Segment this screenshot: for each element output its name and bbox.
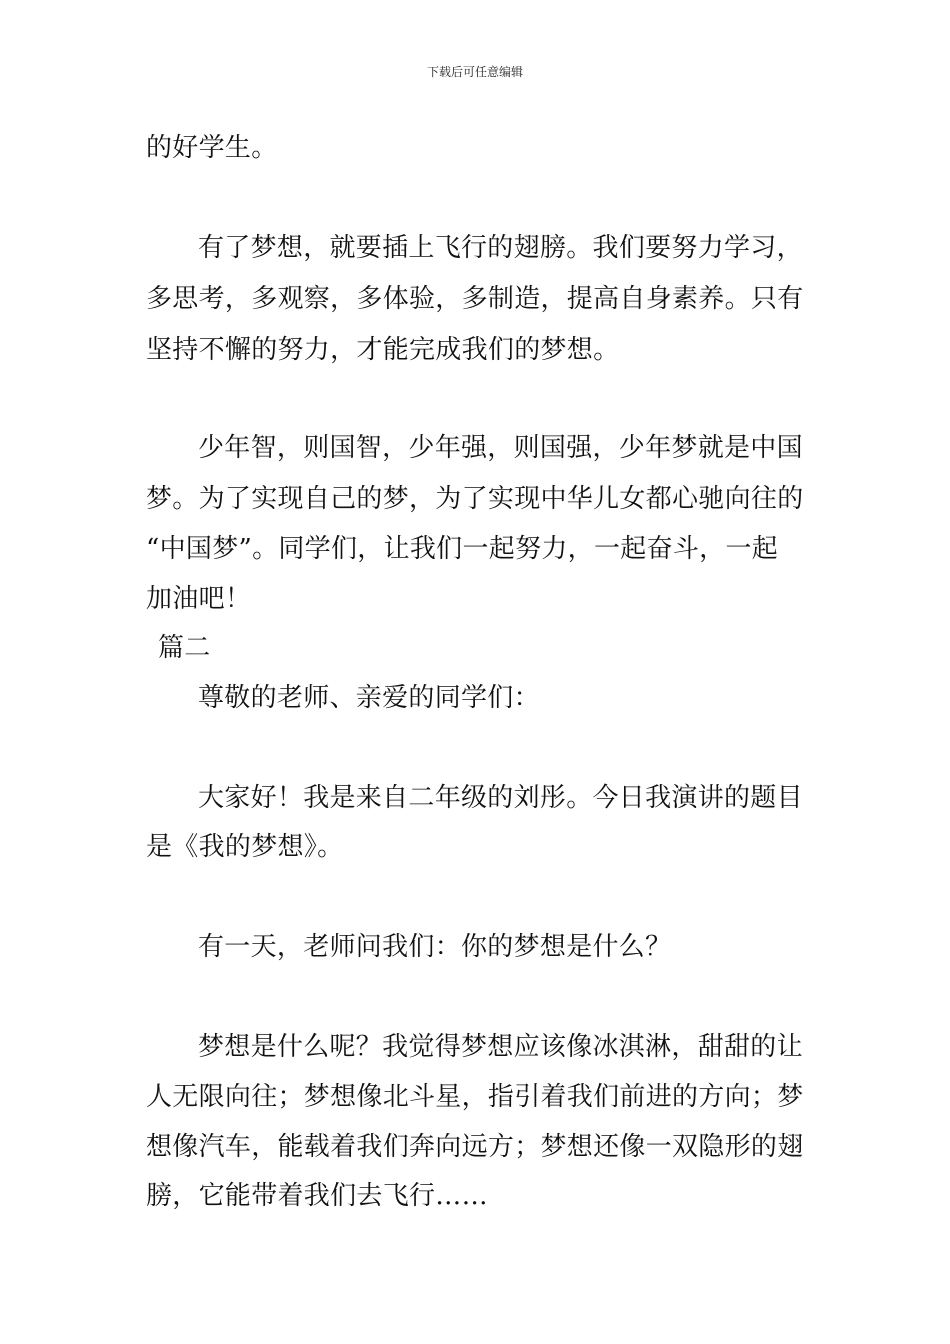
text-line: 想像汽车，能载着我们奔向远方；梦想还像一双隐形的翅 [146,1132,804,1162]
section-heading: 篇二 [158,633,211,663]
text-line: 的好学生。 [146,133,278,163]
paragraph-first-line: 梦想是什么呢？我觉得梦想应该像冰淇淋，甜甜的让 [198,1032,803,1062]
salutation: 尊敬的老师、亲爱的同学们： [198,683,540,713]
text-line: 加油吧！ [146,584,252,614]
text-line: 膀，它能带着我们去飞行…… [146,1181,488,1211]
page-header: 下载后可任意编辑 [426,65,523,79]
text-line: “中国梦”。同学们，让我们一起努力，一起奋斗，一起 [146,534,779,564]
text-line: 人无限向往；梦想像北斗星，指引着我们前进的方向；梦 [146,1082,804,1112]
paragraph-first-line: 有了梦想，就要插上飞行的翅膀。我们要努力学习， [198,233,803,263]
paragraph-first-line: 少年智，则国智，少年强，则国强，少年梦就是中国 [198,433,803,463]
paragraph-first-line: 大家好！我是来自二年级的刘彤。今日我演讲的题目 [198,783,803,813]
paragraph-first-line: 有一天，老师问我们：你的梦想是什么？ [198,932,672,962]
text-line: 梦。为了实现自己的梦，为了实现中华儿女都心驰向往的 [146,484,804,514]
text-line: 坚持不懈的努力，才能完成我们的梦想。 [146,335,620,365]
text-line: 是《我的梦想》。 [146,832,344,862]
text-line: 多思考，多观察，多体验，多制造，提高自身素养。只有 [146,284,804,314]
